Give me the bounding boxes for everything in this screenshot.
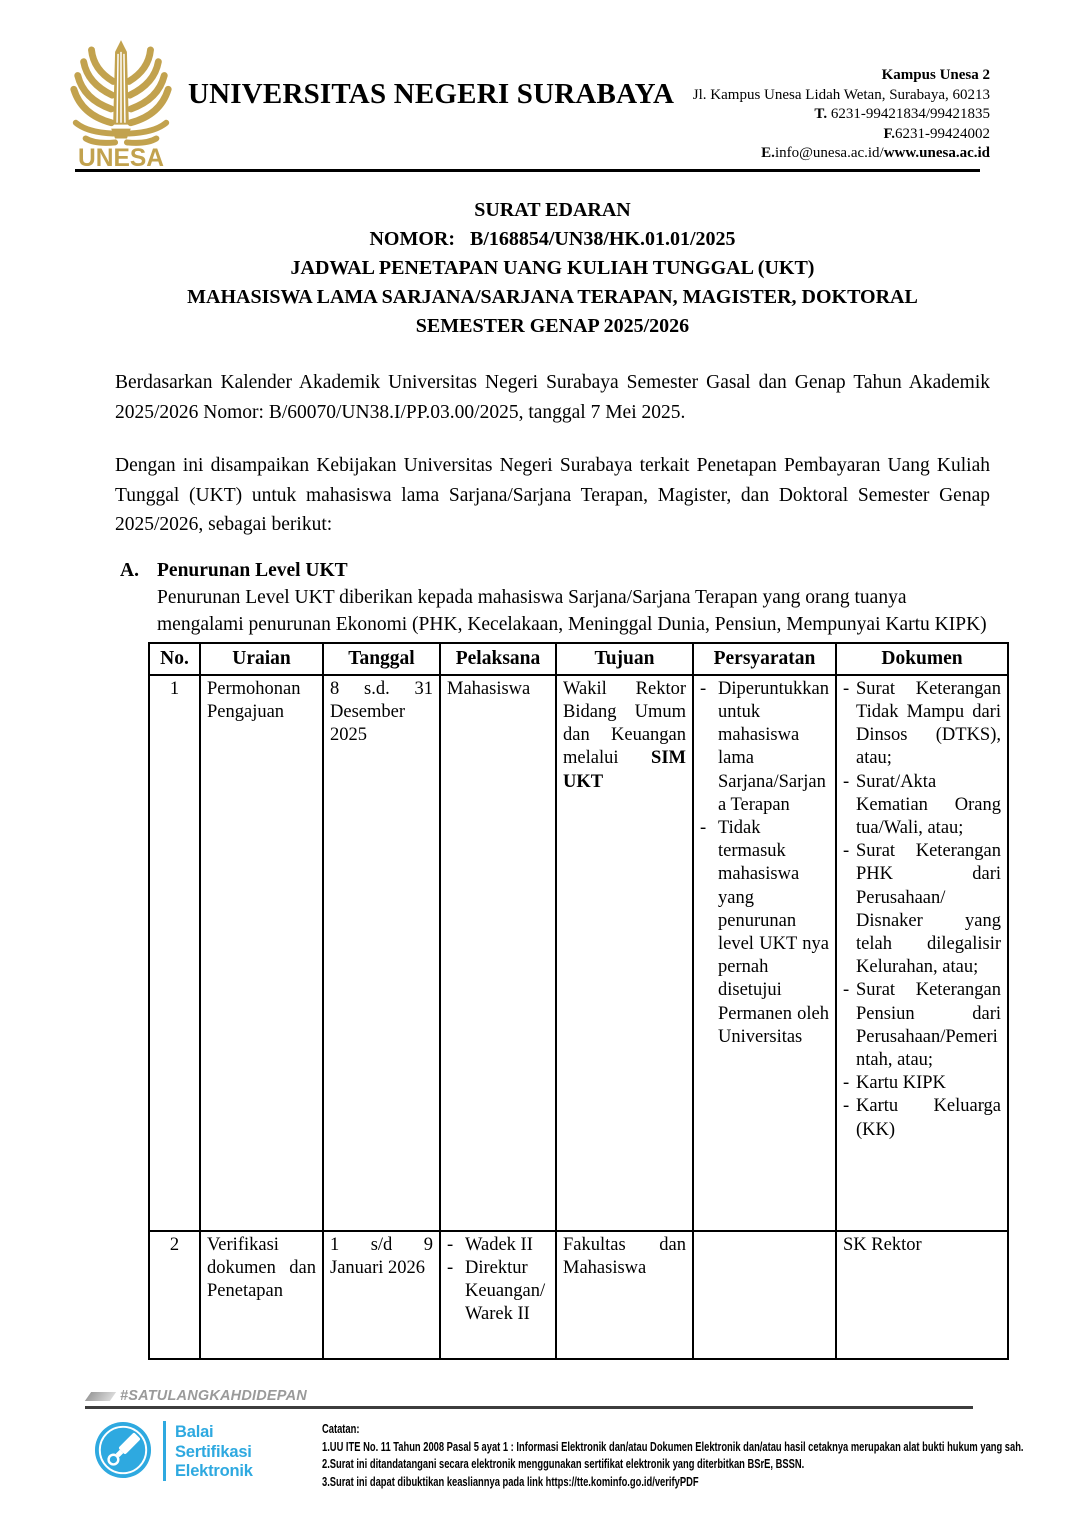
section-a-heading: Penurunan Level UKT [157, 559, 348, 581]
title-nomor: NOMOR: B/168854/UN38/HK.01.01/2025 [369, 228, 736, 250]
phone-value: 6231-99421834/99421835 [827, 106, 990, 122]
row1-no: 1 [150, 676, 201, 1232]
footer-divider [85, 1406, 973, 1409]
row2-no: 2 [150, 1232, 201, 1360]
row2-pelaksana [441, 1232, 557, 1360]
title-surat-edaran: SURAT EDARAN [474, 199, 631, 221]
list-item [843, 678, 1001, 771]
list-item [700, 678, 829, 817]
dash-bullet: - [447, 1257, 454, 1278]
col-header-pelaksana: Pelaksana [441, 644, 557, 676]
campus-address: Jl. Kampus Unesa Lidah Wetan, Surabaya, 60213 [692, 86, 990, 103]
paragraph-dasar: Berdasarkan Kalender Akademik Universitas Negeri Surabaya Semester Gasal dan Genap Tahun Akademik 2025/2026 Nomor: B/60070/UN38.I/PP.03.00/2025, tanggal 7 Mei 2025. [115, 372, 990, 423]
dokumen-item: Surat Keterangan Pensiun dari Perusahaan/Pemerintah, atau; [856, 980, 1001, 1070]
catatan-line-1: 1.UU ITE No. 11 Tahun 2008 Pasal 5 ayat 1 : Informasi Elektronik dan/atau Dokumen Elektronik dan/atau hasil cetaknya merupakan alat bukti hukum yang sah. [322, 1438, 1024, 1454]
dokumen-item: Kartu Keluarga (KK) [856, 1096, 1001, 1140]
section-a-body [157, 557, 990, 638]
email-value: info@unesa.ac.id/ [774, 145, 884, 161]
persyaratan-item: Tidak termasuk mahasiswa yang penurunan level UKT nya pernah disetujui Permanen oleh Universitas [718, 817, 829, 1047]
dash-bullet: - [700, 817, 707, 838]
row1-tanggal: 8 s.d. 31 Desember 2025 [324, 676, 441, 1232]
email-label: E. [761, 145, 775, 161]
email-line [693, 144, 990, 164]
dash-bullet: - [843, 1073, 850, 1094]
fax-value: 6231-99424002 [895, 125, 990, 142]
row1-dokumen [837, 676, 1009, 1232]
catatan-block [322, 1420, 1024, 1490]
bse-name [175, 1421, 253, 1482]
fax-label: F. [883, 125, 895, 142]
campus-label: Kampus Unesa 2 [881, 67, 990, 83]
dash-bullet: - [843, 980, 850, 1001]
section-a-description: Penurunan Level UKT diberikan kepada mahasiswa Sarjana/Sarjana Terapan yang orang tuanya mengalami penurunan Ekonomi (PHK, Kecelakaan, Meninggal Dunia, Pensiun, Mempunyai Kartu KIPK) [157, 586, 987, 635]
schedule-table [148, 642, 1009, 1360]
dokumen-item: Surat Keterangan Tidak Mampu dari Dinsos (DTKS), atau; [856, 678, 1001, 769]
fax-line [693, 125, 990, 145]
col-header-no: No. [150, 644, 201, 676]
logo-wordmark: UNESA [77, 144, 165, 172]
university-name: UNIVERSITAS NEGERI SURABAYA [188, 78, 675, 110]
row2-tujuan: Fakultas dan Mahasiswa [557, 1232, 694, 1360]
row2-tanggal: 1 s/d 9 Januari 2026 [324, 1232, 441, 1360]
dash-bullet: - [843, 771, 850, 792]
title-semester: SEMESTER GENAP 2025/2026 [415, 315, 690, 337]
list-item [843, 1095, 1001, 1141]
col-header-tujuan: Tujuan [557, 644, 694, 676]
paragraph-kebijakan: Dengan ini disampaikan Kebijakan Universitas Negeri Surabaya terkait Penetapan Pembayaran Uang Kuliah Tunggal (UKT) untuk mahasiswa lama Sarjana/Sarjana Terapan, Magister, dan Doktoral Semester Genap 2025/2026, sebagai berikut: [115, 455, 990, 535]
dokumen-item: Surat Keterangan PHK dari Perusahaan/ Disnaker yang telah dilegalisir Kelurahan, atau; [856, 841, 1001, 978]
letter-content [115, 196, 1001, 1360]
row1-pelaksana: Mahasiswa [441, 676, 557, 1232]
letter-title-block [115, 196, 990, 341]
dash-bullet: - [447, 1234, 454, 1255]
website-value: www.unesa.ac.id [883, 145, 990, 161]
list-item [447, 1257, 549, 1327]
row1-uraian: Permohonan Pengajuan [201, 676, 324, 1232]
hashtag-shape [85, 1392, 116, 1401]
dokumen-item: Kartu KIPK [856, 1073, 946, 1094]
bse-logo-icon [94, 1421, 152, 1484]
catatan-label: Catatan: [322, 1421, 360, 1436]
phone-label: T. [814, 106, 828, 122]
list-item [700, 817, 829, 1049]
col-header-tanggal: Tanggal [324, 644, 441, 676]
row1-tujuan-text: Wakil Rektor Bidang Umum dan Keuangan melalui [563, 678, 686, 769]
row2-persyaratan [694, 1232, 837, 1360]
col-header-uraian: Uraian [201, 644, 324, 676]
phone-line [693, 105, 990, 125]
row1-tujuan [557, 676, 694, 1232]
row1-tujuan-sim-ukt: SIM UKT [563, 748, 686, 792]
row2-dokumen: SK Rektor [837, 1232, 1009, 1360]
catatan-line-2: 2.Surat ini ditandatangani secara elektronik menggunakan sertifikat elektronik yang diterbitkan BSrE, BSSN. [322, 1456, 805, 1472]
col-header-dokumen: Dokumen [837, 644, 1009, 676]
header-contact-block [693, 66, 990, 164]
pelaksana-item: Direktur Keuangan/ Warek II [465, 1257, 546, 1325]
unesa-logo-icon [62, 38, 180, 179]
bse-separator [163, 1421, 166, 1481]
list-item [843, 1072, 1001, 1095]
list-item [447, 1234, 549, 1257]
list-item [843, 979, 1001, 1072]
dash-bullet: - [700, 678, 707, 699]
row2-uraian: Verifikasi dokumen dan Penetapan [201, 1232, 324, 1360]
pelaksana-item: Wadek II [465, 1234, 533, 1255]
bse-block [94, 1421, 253, 1484]
list-item [843, 840, 1001, 979]
title-mahasiswa: MAHASISWA LAMA SARJANA/SARJANA TERAPAN, MAGISTER, DOKTORAL [187, 286, 918, 308]
list-item [843, 771, 1001, 841]
persyaratan-item: Diperuntukkan untuk mahasiswa lama Sarjana/Sarjana Terapan [718, 678, 829, 815]
hashtag-row [88, 1388, 307, 1404]
title-jadwal: JADWAL PENETAPAN UANG KULIAH TUNGGAL (UKT) [290, 257, 815, 279]
row1-persyaratan [694, 676, 837, 1232]
hashtag-text: #SATULANGKAHDIDEPAN [120, 1388, 307, 1404]
section-a [115, 557, 990, 638]
dash-bullet: - [843, 841, 850, 862]
dokumen-item: Surat/Akta Kematian Orang tua/Wali, atau; [856, 771, 1001, 838]
dash-bullet: - [843, 678, 850, 699]
col-header-persyaratan: Persyaratan [694, 644, 837, 676]
catatan-line-3: 3.Surat ini dapat dibuktikan keasliannya pada link https://tte.kominfo.go.id/verifyPDF [322, 1473, 699, 1489]
section-a-label: A. [120, 559, 139, 581]
header-divider [75, 169, 980, 172]
bse-name-line: Balai [175, 1423, 214, 1441]
dash-bullet: - [843, 1096, 850, 1117]
bse-name-line: Elektronik [175, 1462, 253, 1480]
bse-name-line: Sertifikasi [175, 1442, 252, 1461]
